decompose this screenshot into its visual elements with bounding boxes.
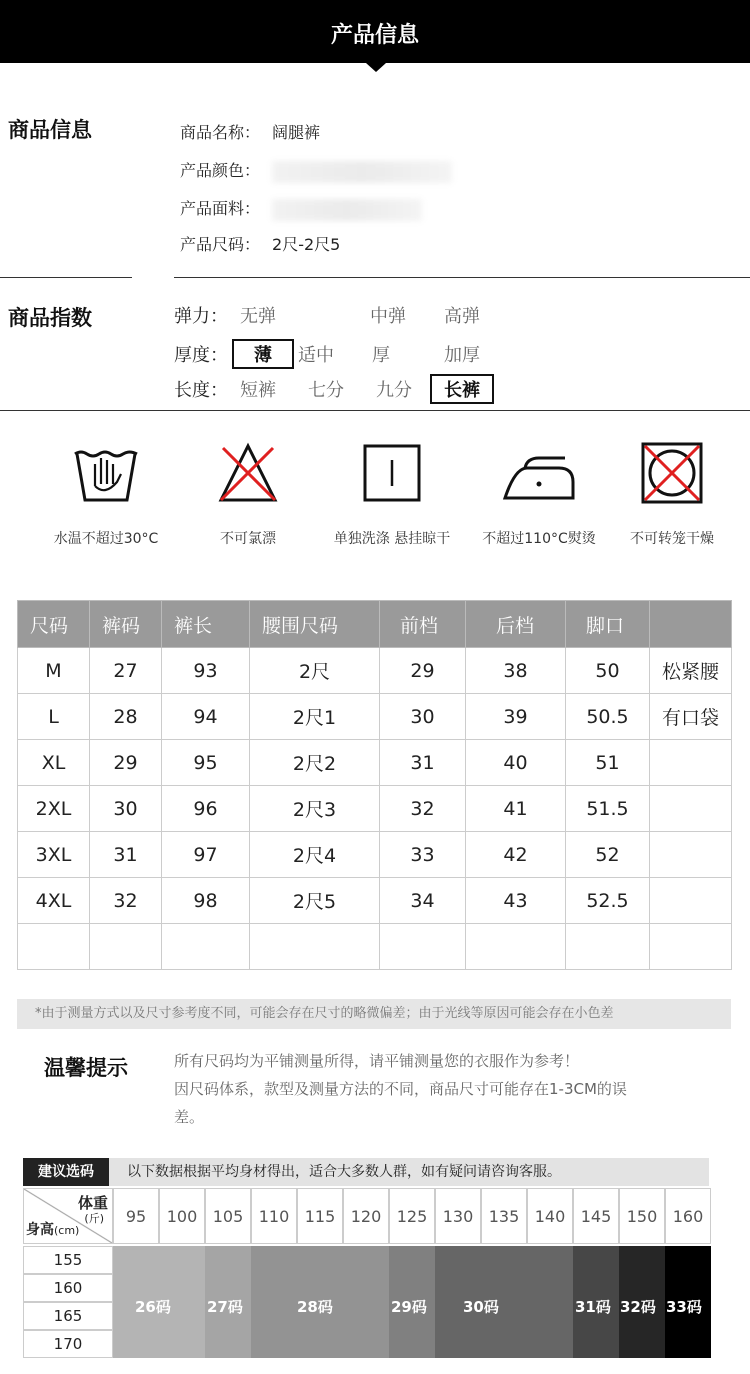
weight-header-cell: 95 <box>113 1188 159 1244</box>
option-high-stretch: 高弹 <box>444 306 480 327</box>
tips-title: 温馨提示 <box>44 1056 128 1080</box>
weight-header-cell: 140 <box>527 1188 573 1244</box>
care-hand-wash <box>44 440 168 548</box>
size-table <box>17 600 732 970</box>
recommend-header <box>23 1158 709 1186</box>
header-bar <box>0 0 750 63</box>
table-row: 3XL 31 97 2尺4 33 42 52 <box>18 832 732 878</box>
measurement-note: *由于测量方式以及尺寸参考度不同，可能会存在尺寸的略微偏差；由于光线等原因可能会存在小色差 <box>17 999 731 1029</box>
size-block-label: 31码 <box>575 1298 611 1316</box>
tips-line: 因尺码体系，款型及测量方法的不同，商品尺寸可能存在1-3CM的误 <box>174 1080 627 1098</box>
care-caption: 不可氯漂 <box>220 531 276 547</box>
table-row: 4XL 32 98 2尺5 34 43 52.5 <box>18 878 732 924</box>
height-row-cell: 155 <box>23 1246 113 1274</box>
height-row-cell: 170 <box>23 1330 113 1358</box>
info-row-fabric: 产品面料： <box>180 196 422 221</box>
tips-line: 所有尺码均为平铺测量所得，请平铺测量您的衣服作为参考！ <box>174 1052 580 1070</box>
height-row-cell: 165 <box>23 1302 113 1330</box>
header-waist: 腰围尺码 <box>250 601 380 648</box>
tips-line: 差。 <box>174 1108 205 1126</box>
hang-dry-icon <box>357 440 427 506</box>
info-row-name: 商品名称： 阔腿裤 <box>180 120 320 143</box>
divider <box>174 277 750 278</box>
table-header-row <box>18 601 732 648</box>
divider <box>0 410 750 411</box>
weight-header-cell: 105 <box>205 1188 251 1244</box>
option-thick: 厚 <box>372 345 390 366</box>
care-iron <box>474 440 604 548</box>
weight-header-cell: 150 <box>619 1188 665 1244</box>
table-row: M 27 93 2尺 29 38 50 松紧腰 <box>18 648 732 694</box>
header-pointer <box>366 63 386 72</box>
product-name-value: 阔腿裤 <box>272 123 321 142</box>
option-shorts: 短裤 <box>240 380 276 401</box>
index-row-thickness: 厚度： 薄 适中 厚 加厚 <box>174 341 734 367</box>
size-block-label: 32码 <box>620 1298 656 1316</box>
recommend-text: 以下数据根据平均身材得出，适合大多数人群，如有疑问请咨询客服。 <box>127 1164 561 1180</box>
weight-header-cell: 100 <box>159 1188 205 1244</box>
header-pant-size: 裤码 <box>90 601 162 648</box>
care-caption: 不可转笼干燥 <box>630 531 714 547</box>
size-block-label: 30码 <box>463 1298 499 1316</box>
header-size: 尺码 <box>18 601 90 648</box>
product-index-title: 商品指数 <box>8 306 92 330</box>
weight-height-corner: 体重 (斤) 身高(cm) <box>23 1188 113 1244</box>
header-notes <box>650 601 732 648</box>
option-medium-stretch: 中弹 <box>370 306 406 327</box>
size-block-label: 28码 <box>297 1298 333 1316</box>
care-hang-dry <box>312 440 472 548</box>
header-back-rise: 后档 <box>466 601 566 648</box>
product-info-title: 商品信息 <box>8 118 92 142</box>
info-row-color: 产品颜色： <box>180 158 452 183</box>
hand-wash-icon <box>71 440 141 506</box>
weight-header-cell: 145 <box>573 1188 619 1244</box>
care-no-bleach <box>186 440 310 548</box>
care-caption: 单独洗涤 悬挂晾干 <box>333 531 451 547</box>
care-no-tumble-dry <box>612 440 732 548</box>
table-row: XL 29 95 2尺2 31 40 51 <box>18 740 732 786</box>
no-tumble-dry-icon <box>637 440 707 506</box>
table-row-empty <box>18 924 732 970</box>
size-block <box>435 1246 573 1358</box>
index-row-length: 长度： 短裤 七分 九分 长裤 <box>174 376 734 402</box>
recommend-tag: 建议选码 <box>23 1158 109 1186</box>
size-block-label: 29码 <box>391 1298 427 1316</box>
size-block-label: 33码 <box>666 1298 702 1316</box>
weight-header-cell: 125 <box>389 1188 435 1244</box>
care-caption: 水温不超过30°C <box>53 531 159 547</box>
weight-header-cell: 115 <box>297 1188 343 1244</box>
weight-header-cell: 110 <box>251 1188 297 1244</box>
fabric-value-obscured <box>272 199 422 221</box>
option-thin-selected: 薄 <box>232 339 294 369</box>
no-bleach-icon <box>213 440 283 506</box>
care-caption: 不超过110°C熨烫 <box>482 531 596 547</box>
info-row-size: 产品尺码： 2尺-2尺5 <box>180 232 340 255</box>
option-medium-thickness: 适中 <box>298 345 334 366</box>
table-row: 2XL 30 96 2尺3 32 41 51.5 <box>18 786 732 832</box>
weight-header-cell: 130 <box>435 1188 481 1244</box>
option-nine-tenths: 九分 <box>376 380 412 401</box>
size-range-value: 2尺-2尺5 <box>272 235 341 254</box>
weight-header-cell: 160 <box>665 1188 711 1244</box>
header-title: 产品信息 <box>330 23 419 48</box>
color-value-obscured <box>272 161 452 183</box>
size-block-label: 27码 <box>207 1298 243 1316</box>
size-block-label: 26码 <box>135 1298 171 1316</box>
weight-header-cell: 135 <box>481 1188 527 1244</box>
header-leg-opening: 脚口 <box>566 601 650 648</box>
option-long-selected: 长裤 <box>430 374 494 404</box>
index-row-elasticity: 弹力： 无弹 中弹 高弹 <box>174 302 734 328</box>
iron-icon <box>501 440 577 506</box>
weight-header-cell: 120 <box>343 1188 389 1244</box>
option-extra-thick: 加厚 <box>444 345 480 366</box>
height-row-cell: 160 <box>23 1274 113 1302</box>
table-row: L 28 94 2尺1 30 39 50.5 有口袋 <box>18 694 732 740</box>
header-front-rise: 前档 <box>380 601 466 648</box>
option-no-stretch: 无弹 <box>240 306 276 327</box>
option-seven-tenths: 七分 <box>308 380 344 401</box>
divider <box>0 277 132 278</box>
header-length: 裤长 <box>162 601 250 648</box>
